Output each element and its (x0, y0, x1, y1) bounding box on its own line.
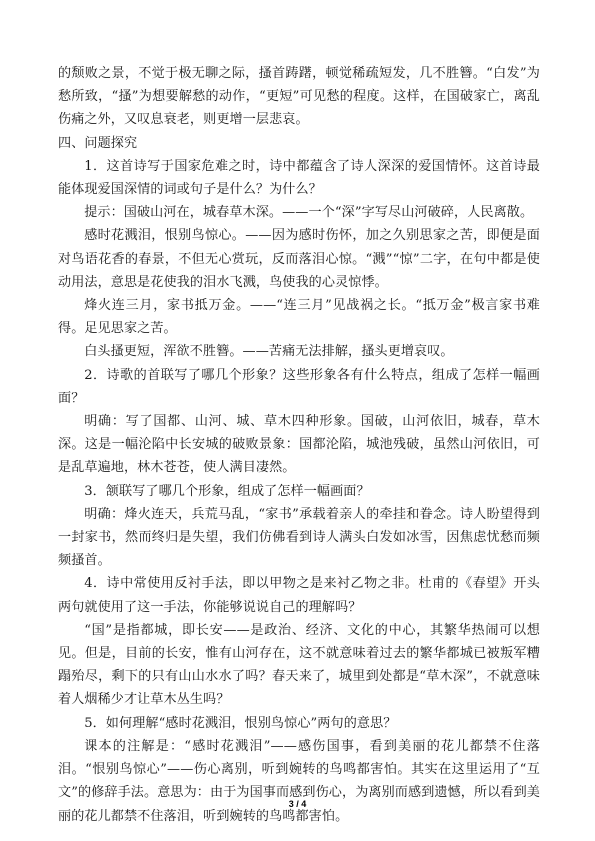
paragraph: 的颓败之景，不觉于极无聊之际，搔首踌躇，顿觉稀疏短发，几不胜簪。“白发”为愁所致，“搔”为想要解愁的动作，“更短”可见愁的程度。这样，在国破家亡，离乱伤痛之外，又叹息衰老，则更增一层悲哀。 (58, 66, 540, 128)
question-3: 3．颔联写了哪几个形象，组成了怎样一幅画面？ (84, 483, 370, 499)
question-2: 2．诗歌的首联写了哪几个形象？这些形象各有什么特点，组成了怎样一幅画面？ (58, 367, 540, 406)
answer-paragraph: “国”是指都城，即长安——是政治、经济、文化的中心，其繁华热闹可以想见。但是，目前的长安，惟有山河存在，这不就意味着过去的繁华都城已被叛军糟蹋殆尽，剩下的只有山山水水了吗？春天来了，城里到处都是“草木深”，不就意味着人烟稀少才让草木丛生吗？ (58, 622, 540, 708)
answer-paragraph: 感时花溅泪，恨别鸟惊心。——因为感时伤怀，加之久别思家之苦，即便是面对鸟语花香的春景，不但无心赏玩，反而落泪心惊。“溅”“惊”二字，在句中都是使动用法，意思是花使我的泪水飞溅，鸟使我的心灵惊悸。 (58, 228, 540, 290)
page-number: 3 / 4 (288, 799, 307, 809)
answer-paragraph: 明确：写了国都、山河、城、草木四种形象。国破，山河依旧，城春，草木深。这是一幅沦陷中长安城的破败景象：国都沦陷，城池残破，虽然山河依旧，可是乱草遍地，林木苍苍，使人满目凄然。 (58, 414, 540, 476)
question-1: 1．这首诗写于国家危难之时，诗中都蕴含了诗人深深的爱国情怀。这首诗最能体现爱国深情的词或句子是什么？为什么？ (58, 158, 540, 198)
answer-paragraph: 烽火连三月，家书抵万金。——“连三月”见战祸之长。“抵万金”极言家书难得。足见思家之苦。 (58, 298, 540, 337)
answer-paragraph: 课本的注解是：“感时花溅泪”——感伤国事，看到美丽的花儿都禁不住落泪。“恨别鸟惊心”——伤心离别，听到婉转的鸟鸣都害怕。其实在这里运用了“互文”的修辞手法。意思为：由于为国事而感到伤心，为离别而感到遗憾，所以看到美丽的花儿都禁不住落泪，听到婉转的鸟鸣都害怕。 (58, 738, 540, 824)
section-heading: 四、问题探究 (58, 135, 138, 151)
answer-paragraph: 提示：国破山河在，城春草木深。——一个“深”字写尽山河破碎，人民离散。 (84, 205, 534, 221)
document-body (58, 62, 540, 828)
answer-paragraph: 明确：烽火连天，兵荒马乱，“家书”承载着亲人的牵挂和眷念。诗人盼望得到一封家书，然而终归是失望，我们仿佛看到诗人满头白发如冰雪，因焦虑忧愁而频频搔首。 (58, 506, 540, 569)
question-5: 5．如何理解“感时花溅泪，恨别鸟惊心”两句的意思？ (84, 715, 397, 731)
question-4: 4．诗中常使用反衬手法，即以甲物之是来衬乙物之非。杜甫的《春望》开头两句就使用了这一手法，你能够说说自己的理解吗？ (58, 576, 540, 615)
answer-paragraph: 白头搔更短，浑欲不胜簪。——苦痛无法排解，搔头更增哀叹。 (84, 344, 454, 360)
